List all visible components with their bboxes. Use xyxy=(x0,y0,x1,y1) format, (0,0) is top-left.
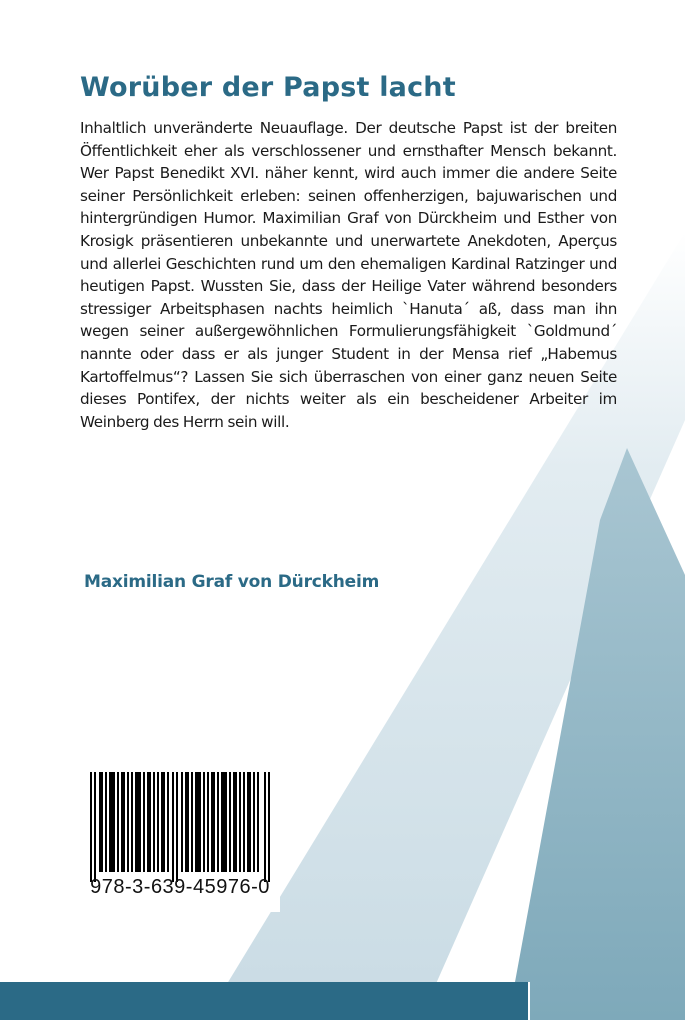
bottom-accent-bar xyxy=(0,982,528,1020)
isbn-number: 978-3-639-45976-0 xyxy=(90,876,270,898)
author-name: Maximilian Graf von Dürckheim xyxy=(84,572,380,592)
barcode-icon xyxy=(90,772,270,882)
book-title: Worüber der Papst lacht xyxy=(80,72,456,103)
barcode xyxy=(80,762,280,912)
book-blurb: Inhaltlich unveränderte Neuauflage. Der deutsche Papst ist der breiten Öffentlichkeit eher als verschlossener und ernsthafter Mensch bekannt. Wer Papst Benedikt XVI. näher kennt, wird auch immer die andere Seite seiner Persönlichkeit erleben: seinen offenherzigen, bajuwarischen und hintergründigen Humor. Maximilian Graf von Dürckheim und Esther von Krosigk präsentieren unbekannte und unerwartete Anekdoten, Aperçus und allerlei Geschichten rund um den ehemaligen Kardinal Ratzinger und heutigen Papst. Wussten Sie, dass der Heilige Vater während besonders stressiger Arbeitsphasen nachts heimlich `Hanuta´ aß, dass man ihn wegen seiner außergewöhnlichen Formulierungsfähigkeit `Goldmund´ nannte oder dass er als junger Student in der Mensa rief „Habemus Kartoffelmus“? Lassen Sie sich überraschen von einer ganz neuen Seite dieses Pontifex, der nichts weiter als ein bescheidener Arbeiter im Weinberg des Herrn sein will. xyxy=(80,119,617,431)
